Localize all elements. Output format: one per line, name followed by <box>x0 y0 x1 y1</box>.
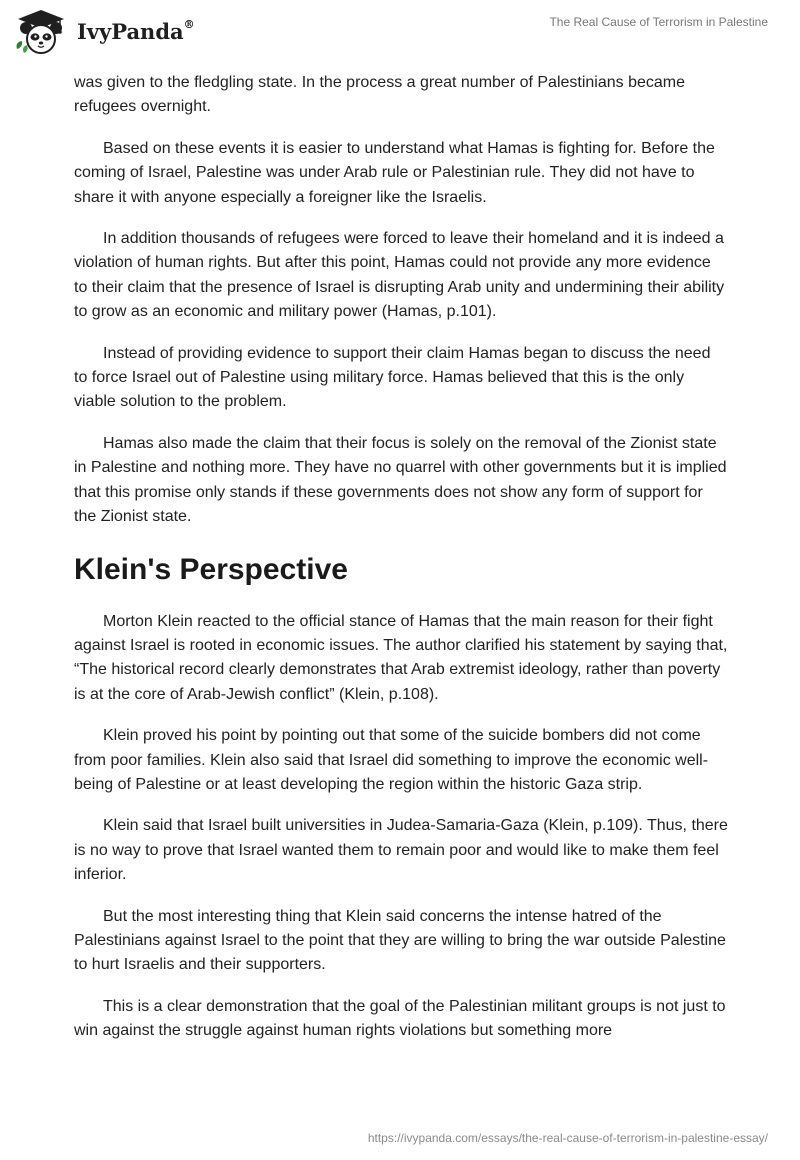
section-heading: Klein's Perspective <box>74 552 348 586</box>
paragraph: Based on these events it is easier to understand what Hamas is fighting for. Before the coming of Israel, Palestine was under Arab rule or Palestinian rule. They did not have to share it with anyone especially a foreigner like the Israelis. <box>74 139 715 206</box>
paragraph: This is a clear demonstration that the goal of the Palestinian militant groups is not just to win against the struggle against human rights violations but something more <box>74 997 726 1040</box>
logo-text: IvyPanda <box>77 19 184 44</box>
paragraph: But the most interesting thing that Klein said concerns the intense hatred of the Palestinians against Israel to the point that they are willing to bring the war outside Palestine to hurt Israelis and their supporters. <box>74 907 726 974</box>
paragraph: Hamas also made the claim that their focus is solely on the removal of the Zionist state in Palestine and nothing more. They have no quarrel with other governments but it is implied that this promise only stands if these governments does not show any form of support for the Zionist state. <box>74 434 727 526</box>
panda-mascot-icon <box>14 9 74 55</box>
paragraph: was given to the fledgling state. In the process a great number of Palestinians became refugees overnight. <box>74 74 686 116</box>
paragraph: Instead of providing evidence to support their claim Hamas began to discuss the need to force Israel out of Palestine using military force. Hamas believed that this is the only viable solution to the problem. <box>74 344 711 411</box>
source-url-link[interactable]: https://ivypanda.com/essays/the-real-cause-of-terrorism-in-palestine-essay/ <box>367 1131 768 1145</box>
document-title: The Real Cause of Terrorism in Palestine <box>549 15 768 29</box>
paragraph: Morton Klein reacted to the official stance of Hamas that the main reason for their fight against Israel is rooted in economic issues. The author clarified his statement by saying that, “The historical record clearly demonstrates that Arab extremist ideology, rather than poverty is at the core of Arab-Jewish conflict” (Klein, p.108). <box>74 612 728 703</box>
paragraph: Klein said that Israel built universities in Judea-Samaria-Gaza (Klein, p.109). Thus, there is no way to prove that Israel wanted them to remain poor and would like to make them feel inferior. <box>74 817 728 884</box>
logo-wordmark <box>77 19 195 44</box>
essay-body <box>74 71 728 1061</box>
page-header <box>0 0 800 64</box>
ivypanda-logo[interactable] <box>14 9 224 55</box>
paragraph: Klein proved his point by pointing out that some of the suicide bombers did not come from poor families. Klein also said that Israel did something to improve the economic well-being of Palestine or at least developing the region within the historic Gaza strip. <box>74 727 709 793</box>
paragraph: In addition thousands of refugees were forced to leave their homeland and it is indeed a violation of human rights. But after this point, Hamas could not provide any more evidence to their claim that the presence of Israel is disrupting Arab unity and undermining their ability to grow as an economic and military power (Hamas, p.101). <box>74 230 725 321</box>
registered-mark: ® <box>183 18 195 31</box>
